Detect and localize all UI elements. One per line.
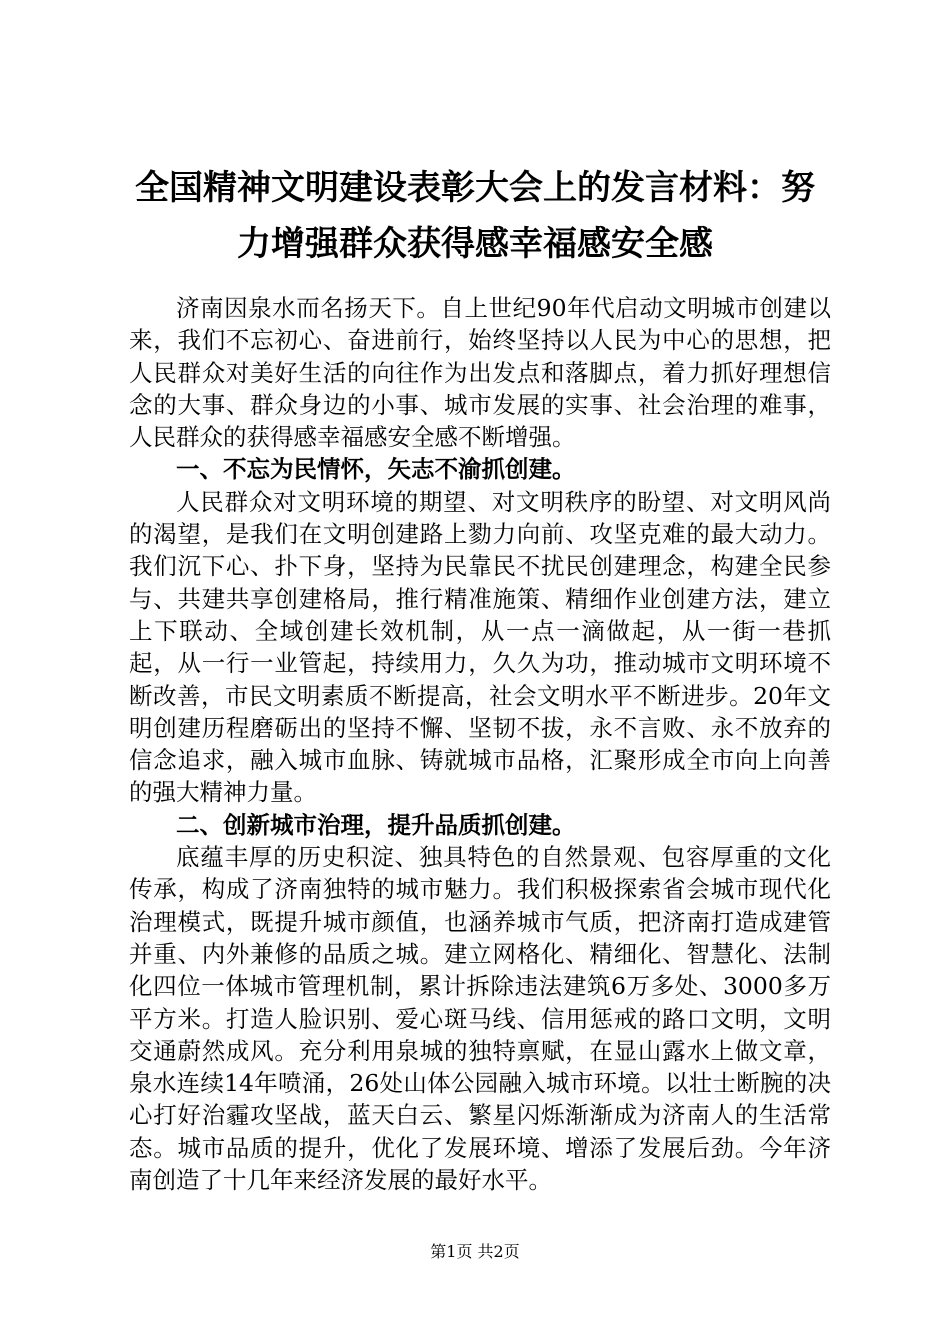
section-1-paragraph: 人民群众对文明环境的期望、对文明秩序的盼望、对文明风尚的渴望，是我们在文明创建路上勠力向前、攻坚克难的最大动力。我们沉下心、扑下身，坚持为民靠民不扰民创建理念，构建全民参与、共建共享创建格局，推行精准施策、精细作业创建方法，建立上下联动、全域创建长效机制，从一点一滴做起，从一街一巷抓起，从一行一业管起，持续用力，久久为功，推动城市文明环境不断改善，市民文明素质不断提高，社会文明水平不断进步。20年文明创建历程磨砺出的坚持不懈、坚韧不拔，永不言败、永不放弃的信念追求，融入城市血脉、铸就城市品格，汇聚形成全市向上向善的强大精神力量。 — [129, 487, 831, 807]
title-line-1: 全国精神文明建设表彰大会上的发言材料：努 — [135, 168, 815, 208]
page-number: 第1页 共2页 — [430, 1242, 520, 1261]
section-heading-2: 二、创新城市治理，提升品质抓创建。 — [176, 810, 576, 839]
document-title — [120, 160, 830, 272]
document-body — [129, 292, 831, 1196]
title-line-2: 力增强群众获得感幸福感安全感 — [237, 224, 713, 264]
section-heading-1: 一、不忘为民情怀，矢志不渝抓创建。 — [176, 455, 576, 484]
intro-paragraph: 济南因泉水而名扬天下。自上世纪90年代启动文明城市创建以来，我们不忘初心、奋进前行，始终坚持以人民为中心的思想，把人民群众对美好生活的向往作为出发点和落脚点，着力抓好理想信念的大事、群众身边的小事、城市发展的实事、社会治理的难事，人民群众的获得感幸福感安全感不断增强。 — [129, 294, 831, 452]
page-footer — [0, 1242, 950, 1262]
section-2-paragraph: 底蕴丰厚的历史积淀、独具特色的自然景观、包容厚重的文化传承，构成了济南独特的城市魅力。我们积极探索省会城市现代化治理模式，既提升城市颜值，也涵养城市气质，把济南打造成建管并重、内外兼修的品质之城。建立网格化、精细化、智慧化、法制化四位一体城市管理机制，累计拆除违法建筑6万多处、3000多万平方米。打造人脸识别、爱心斑马线、信用惩戒的路口文明，文明交通蔚然成风。充分利用泉城的独特禀赋，在显山露水上做文章，泉水连续14年喷涌，26处山体公园融入城市环境。以壮士断腕的决心打好治霾攻坚战，蓝天白云、繁星闪烁渐渐成为济南人的生活常态。城市品质的提升，优化了发展环境、增添了发展后劲。今年济南创造了十几年来经济发展的最好水平。 — [129, 843, 831, 1195]
